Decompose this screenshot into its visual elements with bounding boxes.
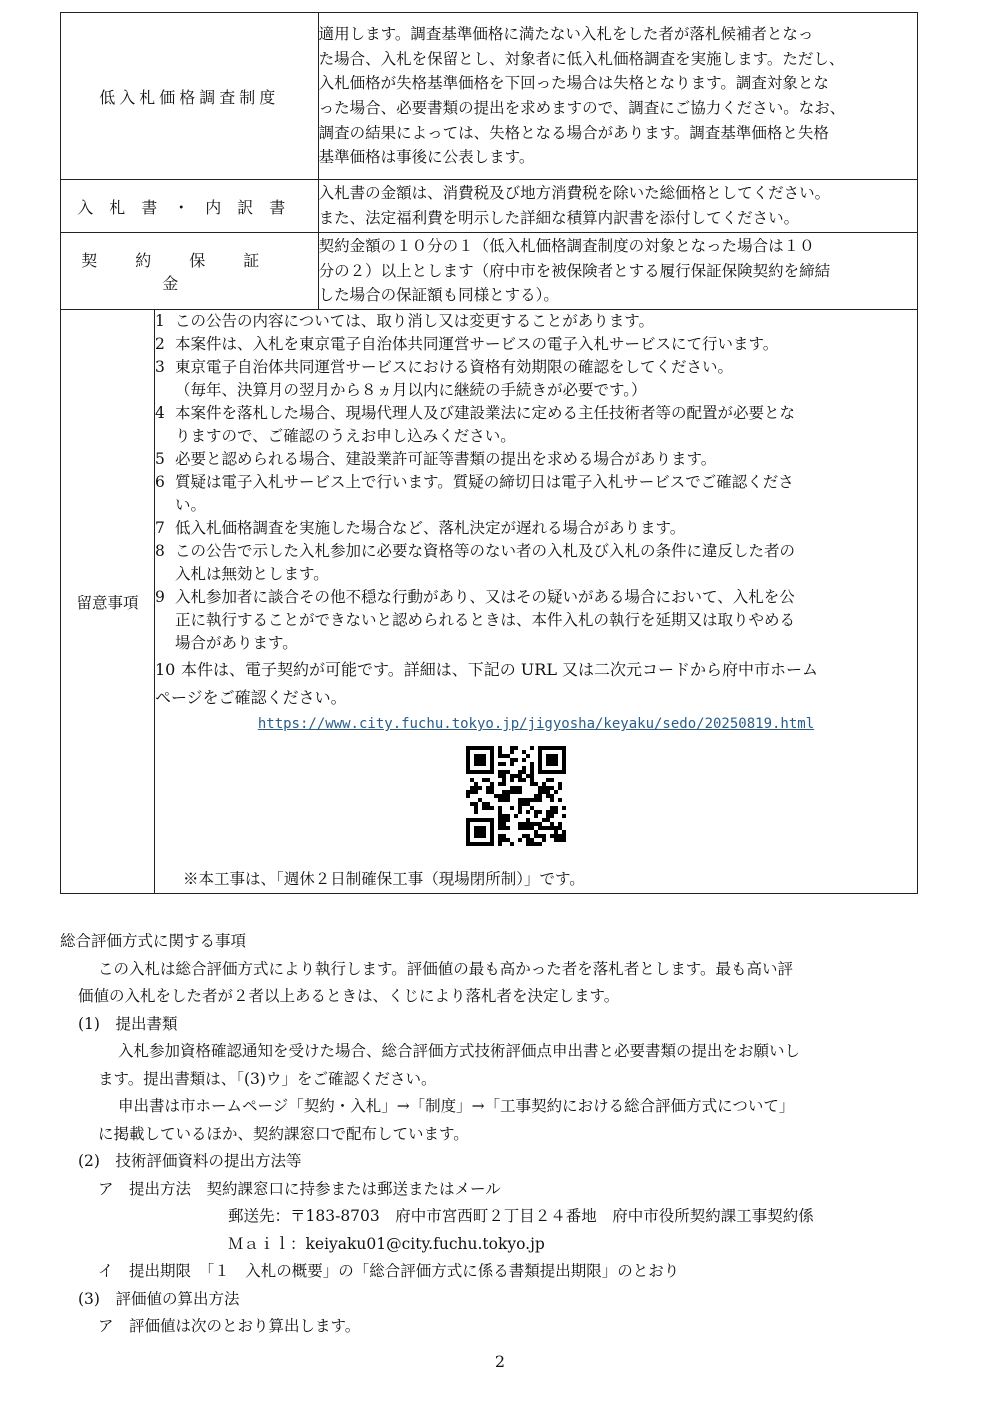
s2-deadline: イ 提出期限 「１ 入札の概要」の「総合評価方式に係る書類提出期限」のとおり — [98, 1262, 680, 1280]
note-number: 8 — [155, 542, 165, 560]
note-line: 入札参加者に談合その他不穏な行動があり、又はその疑いがある場合において、入札を公 — [175, 588, 795, 606]
notes-row — [61, 310, 918, 894]
note-item-3 — [155, 356, 917, 402]
note-line: 入札は無効とします。 — [175, 565, 329, 583]
s1-paragraph-2a: 申出書は市ホームページ「契約・入札」→「制度」→「工事契約における総合評価方式について」 — [118, 1097, 795, 1115]
note-line: この公告の内容については、取り消し又は変更することがあります。 — [175, 312, 654, 330]
note-number: 3 — [155, 358, 165, 376]
subsection-3-title: (3) 評価値の算出方法 — [78, 1289, 240, 1308]
comprehensive-evaluation-section — [60, 928, 920, 1341]
s1-paragraph-1b: ます。提出書類は、「(3)ウ」をご確認ください。 — [98, 1069, 437, 1088]
note-line: 正に執行することができないと認められるときは、本件入札の執行を延期又は取りやめる — [175, 611, 796, 629]
note-item-6 — [155, 471, 917, 517]
qr-code-image[interactable] — [466, 746, 566, 846]
qr-code-icon — [466, 746, 566, 846]
intro-line-2: 価値の入札をした者が２者以上あるときは、くじにより落札者を決定します。 — [78, 987, 620, 1005]
table-row — [61, 13, 918, 180]
row-value: 適用します。調査基準価格に満たない入札をした者が落札候補者となっ た場合、入札を保留とし、対象者に低入札価格調査を実施します。ただし、 入札価格が失格基準価格を下回った場合は失格となります。調査対象とな った場合、必要書類の提出を求めますので、調査にご協力ください。なお、 調査の結果によっては、失格となる場合があります。調査基準価格と失格 基準価格は事後に公表します。 — [318, 13, 917, 180]
page-number: 2 — [494, 1352, 506, 1371]
note-text — [175, 471, 917, 517]
note-number: 2 — [155, 335, 165, 353]
s2-method: ア 提出方法 契約課窓口に持参または郵送またはメール — [98, 1179, 501, 1198]
s2-mail-address[interactable]: Ｍａｉｌ：keiyaku01@city.fuchu.tokyo.jp — [228, 1234, 545, 1253]
table-row — [61, 233, 918, 310]
note-10-continuation: ページをご確認ください。 — [155, 688, 347, 707]
note-item-10: 10 本件は、電子契約が可能です。詳細は、下記の URL 又は二次元コードから府中市ホーム — [155, 660, 819, 679]
note-item-9 — [155, 586, 917, 655]
row-value: 契約金額の１０分の１（低入札価格調査制度の対象となった場合は１０ 分の２）以上とします（府中市を被保険者とする履行保証保険契約を締結 した場合の保証額も同様とする）。 — [318, 233, 917, 310]
note-line: りますので、ご確認のうえお申し込みください。 — [175, 427, 516, 445]
notes-content — [155, 310, 918, 894]
note-item-8 — [155, 540, 917, 586]
note-item-2 — [155, 333, 917, 356]
note-item-1 — [155, 310, 917, 333]
note-number: 4 — [155, 404, 165, 422]
note-item-7 — [155, 517, 917, 540]
note-item-5 — [155, 448, 917, 471]
s1-paragraph-2b: に掲載しているほか、契約課窓口で配布しています。 — [98, 1124, 469, 1143]
e-contract-link[interactable]: https://www.city.fuchu.tokyo.jp/jigyosha/keyaku/sedo/20250819.html — [257, 716, 815, 732]
note-line: 東京電子自治体共同運営サービスにおける資格有効期限の確認をしてください。 — [175, 358, 734, 376]
subsection-2-title: (2) 技術評価資料の提出方法等 — [78, 1152, 302, 1170]
row-value: 入札書の金額は、消費税及び地方消費税を除いた総価格としてください。 また、法定福利費を明示した詳細な積算内訳書を添付してください。 — [318, 180, 917, 233]
intro-line-1: この入札は総合評価方式により執行します。評価値の最も高かった者を落札者とします。最も高い評 — [98, 959, 794, 978]
note-number: 9 — [155, 588, 165, 606]
tender-conditions-table — [60, 12, 918, 894]
note-number: 6 — [155, 473, 165, 491]
note-line: この公告で示した入札参加に必要な資格等のない者の入札及び入札の条件に違反した者の — [175, 542, 796, 560]
note-text — [175, 448, 917, 471]
s3-intro: ア 評価値は次のとおり算出します。 — [98, 1317, 361, 1335]
note-line: （毎年、決算月の翌月から８ヵ月以内に継続の手続きが必要です。） — [175, 381, 647, 399]
row-label: 低入札価格調査制度 — [61, 13, 319, 180]
note-line: 低入札価格調査を実施した場合など、落札決定が遅れる場合があります。 — [175, 519, 686, 537]
table-row — [61, 180, 918, 233]
notes-label: 留意事項 — [61, 310, 155, 894]
note-text — [175, 517, 917, 540]
note-text — [175, 402, 917, 448]
section-title: 総合評価方式に関する事項 — [60, 932, 247, 950]
note-number: 1 — [155, 312, 165, 330]
row-label: 契約保証金 — [61, 233, 319, 310]
s2-postal-address: 郵送先：〒183-8703 府中市宮西町２丁目２４番地 府中市役所契約課工事契約係 — [228, 1207, 814, 1225]
subsection-1-title: (1) 提出書類 — [78, 1014, 178, 1033]
note-number: 7 — [155, 519, 165, 537]
note-line: 本案件は、入札を東京電子自治体共同運営サービスの電子入札サービスにて行います。 — [175, 335, 779, 353]
row-label: 入札書・内訳書 — [61, 180, 319, 233]
notes-list — [155, 310, 917, 655]
note-text — [175, 586, 917, 655]
note-line: 場合があります。 — [175, 634, 298, 652]
note-text — [175, 540, 917, 586]
note-line: い。 — [175, 496, 207, 514]
note-item-4 — [155, 402, 917, 448]
note-text — [175, 310, 917, 333]
note-line: 質疑は電子入札サービス上で行います。質疑の締切日は電子入札サービスでご確認くださ — [175, 473, 794, 491]
note-number: 5 — [155, 450, 165, 468]
note-line: 本案件を落札した場合、現場代理人及び建設業法に定める主任技術者等の配置が必要とな — [175, 404, 796, 422]
note-text — [175, 356, 917, 402]
workweek-note: ※本工事は、「週休２日制確保工事（現場閉所制）」です。 — [183, 870, 585, 888]
note-text — [175, 333, 917, 356]
s1-paragraph-1a: 入札参加資格確認通知を受けた場合、総合評価方式技術評価点申出書と必要書類の提出をお願いし — [118, 1042, 801, 1060]
note-line: 必要と認められる場合、建設業許可証等書類の提出を求める場合があります。 — [175, 450, 717, 468]
